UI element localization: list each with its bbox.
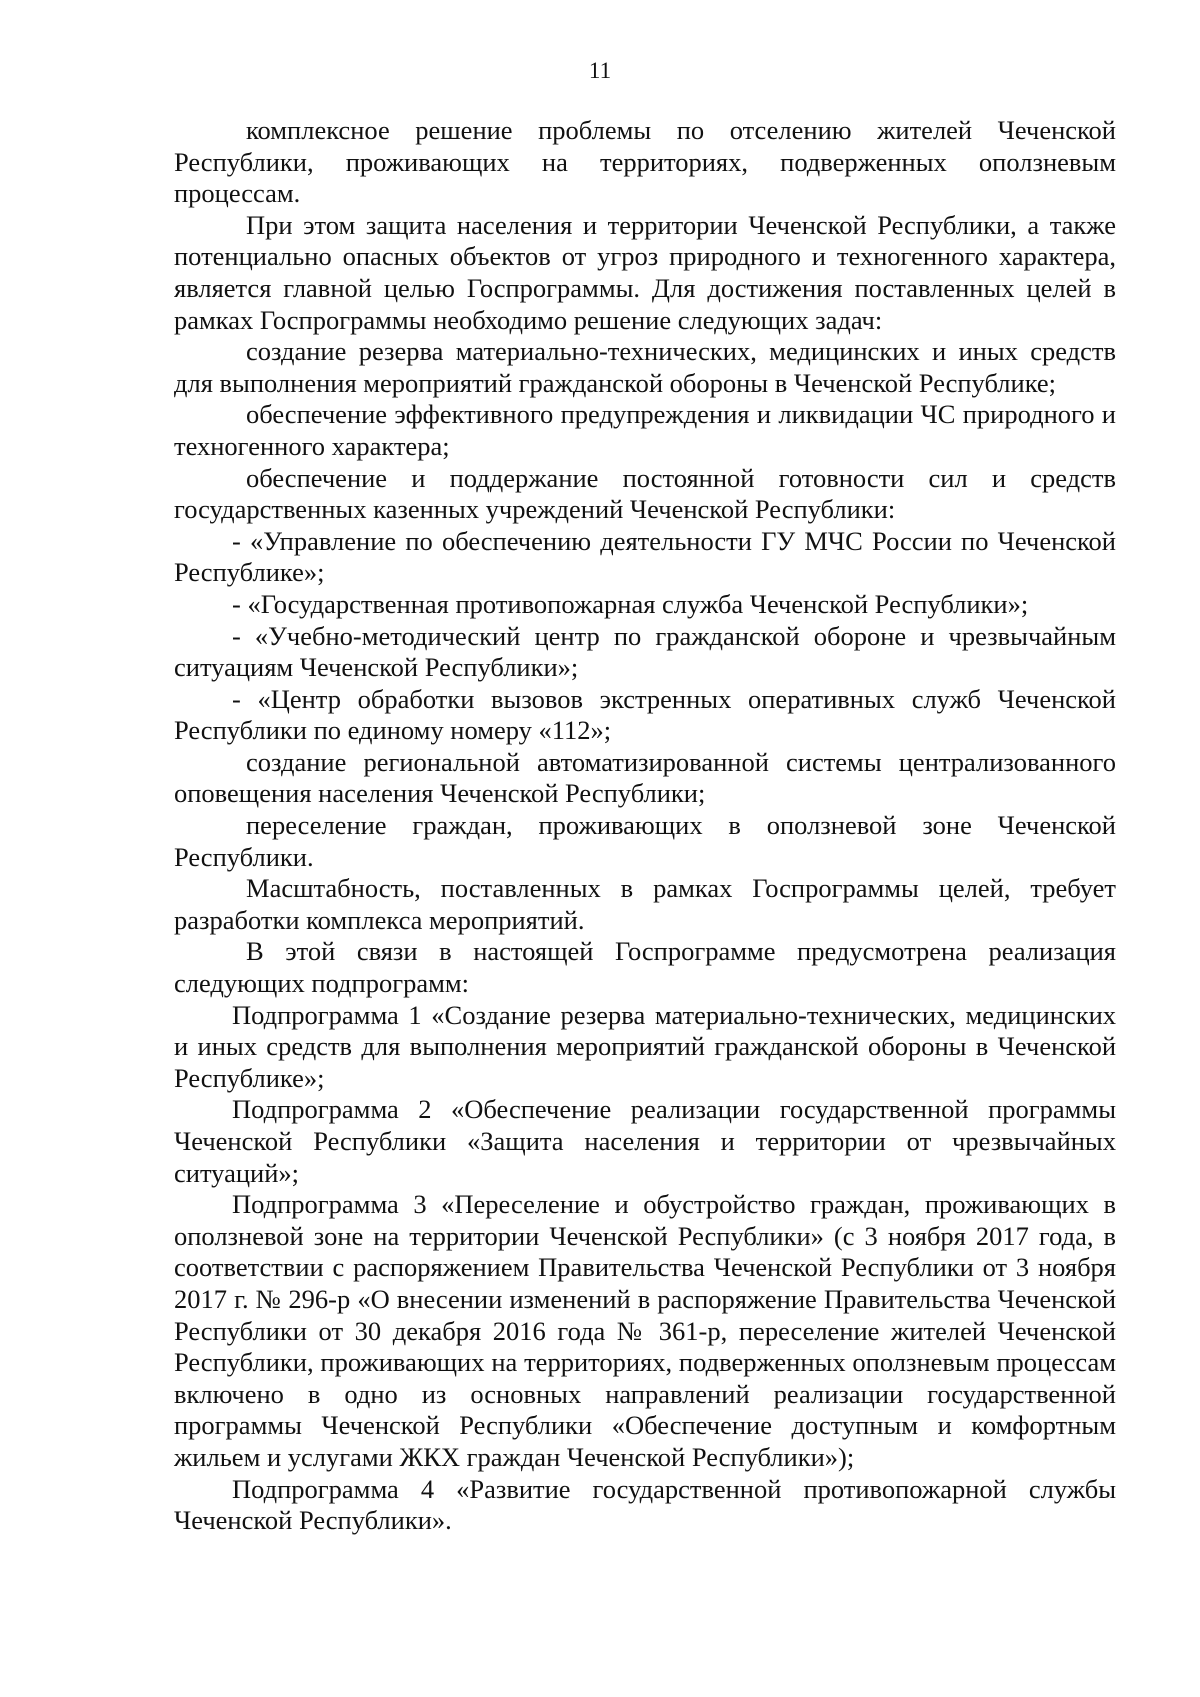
list-item: - «Государственная противопожарная служба Чеченской Республики»; [232,588,1029,619]
paragraph: Масштабность, поставленных в рамках Госпрограммы целей, требует разработки комплекса мероприятий. [174,873,1116,935]
paragraph: При этом защита населения и территории Чеченской Республики, а также потенциально опасных объектов от угроз природного и техногенного характера, является главной целью Госпрограммы. Для достижения поставленных целей в рамках Госпрограммы необходимо решение следующих задач: [174,209,1116,335]
list-item: - «Центр обработки вызовов экстренных оперативных служб Чеченской Республики по единому номеру «112»; [174,683,1116,746]
subprogram-item: Подпрограмма 4 «Развитие государственной противопожарной службы Чеченской Республики». [174,1473,1116,1536]
list-item: - «Учебно-методический центр по гражданской обороне и чрезвычайным ситуациям Чеченской Республики»; [174,620,1116,683]
paragraph: обеспечение эффективного предупреждения и ликвидации ЧС природного и техногенного характера; [174,399,1116,461]
paragraph: переселение граждан, проживающих в оползневой зоне Чеченской Республики. [174,810,1116,872]
subprogram-item: Подпрограмма 2 «Обеспечение реализации государственной программы Чеченской Республики «Защита населения и территории от чрезвычайных ситуаций»; [174,1094,1116,1188]
paragraph: создание региональной автоматизированной системы централизованного оповещения населения Чеченской Республики; [174,746,1116,809]
list-item: - «Управление по обеспечению деятельности ГУ МЧС России по Чеченской Республике»; [174,525,1116,588]
page-number: 11 [588,58,612,83]
paragraph: В этой связи в настоящей Госпрограмме предусмотрена реализация следующих подпрограмм: [174,936,1116,999]
subprogram-item: Подпрограмма 1 «Создание резерва материально-технических, медицинских и иных средств для выполнения мероприятий гражданской обороны в Чеченской Республике»; [174,999,1116,1093]
paragraph: создание резерва материально-технических, медицинских и иных средств для выполнения мероприятий гражданской обороны в Чеченской Республике; [174,336,1116,398]
document-body [174,115,1116,1537]
subprogram-item: Подпрограмма 3 «Переселение и обустройство граждан, проживающих в оползневой зоне на территории Чеченской Республики» (с 3 ноября 2017 года, в соответствии с распоряжением Правительства Чеченской Республики от 3 ноября 2017 г. № 296-р «О внесении изменений в распоряжение Правительства Чеченской Республики от 30 декабря 2016 года № 361-р, переселение жителей Чеченской Республики, проживающих на территориях, подверженных оползневым процессам включено в одно из основных направлений реализации государственной программы Чеченской Республики «Обеспечение доступным и комфортным жильем и услугами ЖКХ граждан Чеченской Республики»); [174,1189,1116,1472]
paragraph: обеспечение и поддержание постоянной готовности сил и средств государственных казенных учреждений Чеченской Республики: [174,462,1116,525]
paragraph: комплексное решение проблемы по отселению жителей Чеченской Республики, проживающих на территориях, подверженных оползневым процессам. [174,115,1116,209]
